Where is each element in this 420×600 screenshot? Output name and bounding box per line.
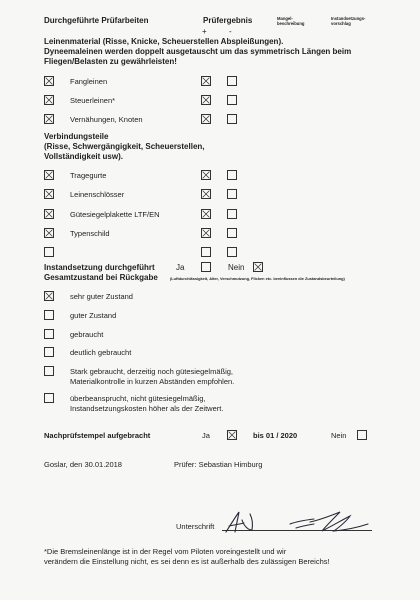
condition-option-label: Materialkontrolle in kurzen Abständen empfohlen. (70, 377, 235, 386)
lines-heading-1: Leinenmaterial (Risse, Knicke, Scheuerstellen Abspleißungen). (44, 37, 284, 46)
parts-heading-1: Verbindungsteile (44, 132, 109, 141)
form-title: Durchgeführte Prüfarbeiten (44, 16, 149, 25)
condition-option-label: gebraucht (70, 330, 104, 339)
stamp-yes-checkbox[interactable] (227, 430, 237, 440)
condition-option-label: Stark gebraucht, derzeitig noch gütesiegelmäßig, (70, 367, 234, 376)
parts-row-plus-checkbox[interactable] (201, 189, 211, 199)
lines-row-checkbox[interactable] (44, 76, 54, 86)
lines-row-checkbox[interactable] (44, 95, 54, 105)
parts-row-checkbox[interactable] (44, 170, 54, 180)
result-column-label: Prüfergebnis (203, 16, 253, 25)
stamp-yes-label: Ja (202, 431, 210, 440)
lines-heading-2: Dyneemaleinen werden doppelt ausgetauscht um das symmetrisch Längen beim (44, 47, 352, 56)
parts-row-checkbox[interactable] (44, 247, 54, 257)
lines-row-label: Steuerleinen* (70, 96, 116, 105)
parts-row-minus-checkbox[interactable] (227, 170, 237, 180)
footnote-line-1: *Die Bremsleinenlänge ist in der Regel vom Piloten voreingestellt und wir (44, 547, 287, 556)
lines-heading-3: Fliegen/Belasten zu gewährleisten! (44, 57, 177, 66)
parts-row-minus-checkbox[interactable] (227, 189, 237, 199)
repair-no-checkbox[interactable] (253, 262, 263, 272)
condition-option-checkbox[interactable] (44, 329, 54, 339)
stamp-no-label: Nein (331, 431, 347, 440)
repair-no-label: Nein (228, 263, 245, 272)
condition-heading: Gesamtzustand bei Rückgabe (44, 273, 158, 282)
condition-option-checkbox[interactable] (44, 393, 54, 403)
lines-row-checkbox[interactable] (44, 114, 54, 124)
repair-yes-label: Ja (176, 263, 185, 272)
lines-row-label: Vernähungen, Knoten (70, 115, 143, 124)
condition-option-label: überbeansprucht, nicht gütesiegelmäßig, (70, 394, 206, 403)
lines-row-plus-checkbox[interactable] (201, 95, 211, 105)
lines-row-plus-checkbox[interactable] (201, 114, 211, 124)
parts-heading-2: (Risse, Schwergängigkeit, Scheuerstellen, (44, 142, 205, 151)
condition-option-label: sehr guter Zustand (70, 292, 133, 301)
signature-label: Unterschrift (176, 522, 215, 531)
stamp-no-checkbox[interactable] (357, 430, 367, 440)
lines-row-minus-checkbox[interactable] (227, 76, 237, 86)
lines-row-minus-checkbox[interactable] (227, 95, 237, 105)
lines-row-label: Fangleinen (70, 77, 108, 86)
condition-option-label: guter Zustand (70, 311, 117, 320)
parts-row-label: Typenschild (70, 228, 110, 238)
parts-row-plus-checkbox[interactable] (201, 228, 211, 238)
parts-row-label: Leinenschlösser (70, 190, 125, 200)
parts-row-plus-checkbox[interactable] (201, 170, 211, 180)
lines-row-plus-checkbox[interactable] (201, 76, 211, 86)
parts-row-minus-checkbox[interactable] (227, 209, 237, 219)
parts-row-plus-checkbox[interactable] (201, 247, 211, 257)
condition-option-checkbox[interactable] (44, 310, 54, 320)
examiner-name: Prüfer: Sebastian Himburg (174, 460, 263, 469)
condition-note: (Luftdurchlässigkeit, Alter, Verschmutzung, Flicken etc. beeinflussen die Zustandsbeurteilung) (170, 276, 345, 281)
parts-row-label: Gütesiegelplakette LTF/EN (70, 209, 160, 219)
condition-option-label: deutlich gebraucht (70, 348, 132, 357)
parts-row-minus-checkbox[interactable] (227, 247, 237, 257)
parts-row-label: Tragegurte (70, 171, 107, 180)
minus-column-label: - (229, 27, 232, 36)
repair-yes-checkbox[interactable] (201, 262, 211, 272)
parts-heading-3: Vollständigkeit usw). (44, 152, 123, 161)
defect-column-label: Mangel- beschreibung (277, 16, 305, 26)
repair-label: Instandsetzung durchgeführt (44, 263, 155, 272)
handwritten-signature (222, 504, 372, 538)
stamp-label: Nachprüfstempel aufgebracht (44, 431, 151, 440)
place-date: Goslar, den 30.01.2018 (44, 460, 122, 469)
condition-option-checkbox[interactable] (44, 366, 54, 376)
parts-row-minus-checkbox[interactable] (227, 228, 237, 238)
condition-option-checkbox[interactable] (44, 347, 54, 357)
condition-option-label: Instandsetzungskosten höher als der Zeitwert. (70, 404, 224, 413)
stamp-until-date: bis 01 / 2020 (253, 431, 298, 440)
footnote-line-2: verändern die Einstellung nicht, es sei denn es ist außerhalb des zulässigen Bereichs! (44, 557, 330, 566)
plus-column-label: + (202, 27, 207, 36)
parts-row-plus-checkbox[interactable] (201, 209, 211, 219)
lines-row-minus-checkbox[interactable] (227, 114, 237, 124)
parts-row-checkbox[interactable] (44, 209, 54, 219)
repair-column-label: Instandsetzungs- vorschlag (331, 16, 366, 26)
parts-row-checkbox[interactable] (44, 228, 54, 238)
condition-option-checkbox[interactable] (44, 291, 54, 301)
parts-row-checkbox[interactable] (44, 189, 54, 199)
